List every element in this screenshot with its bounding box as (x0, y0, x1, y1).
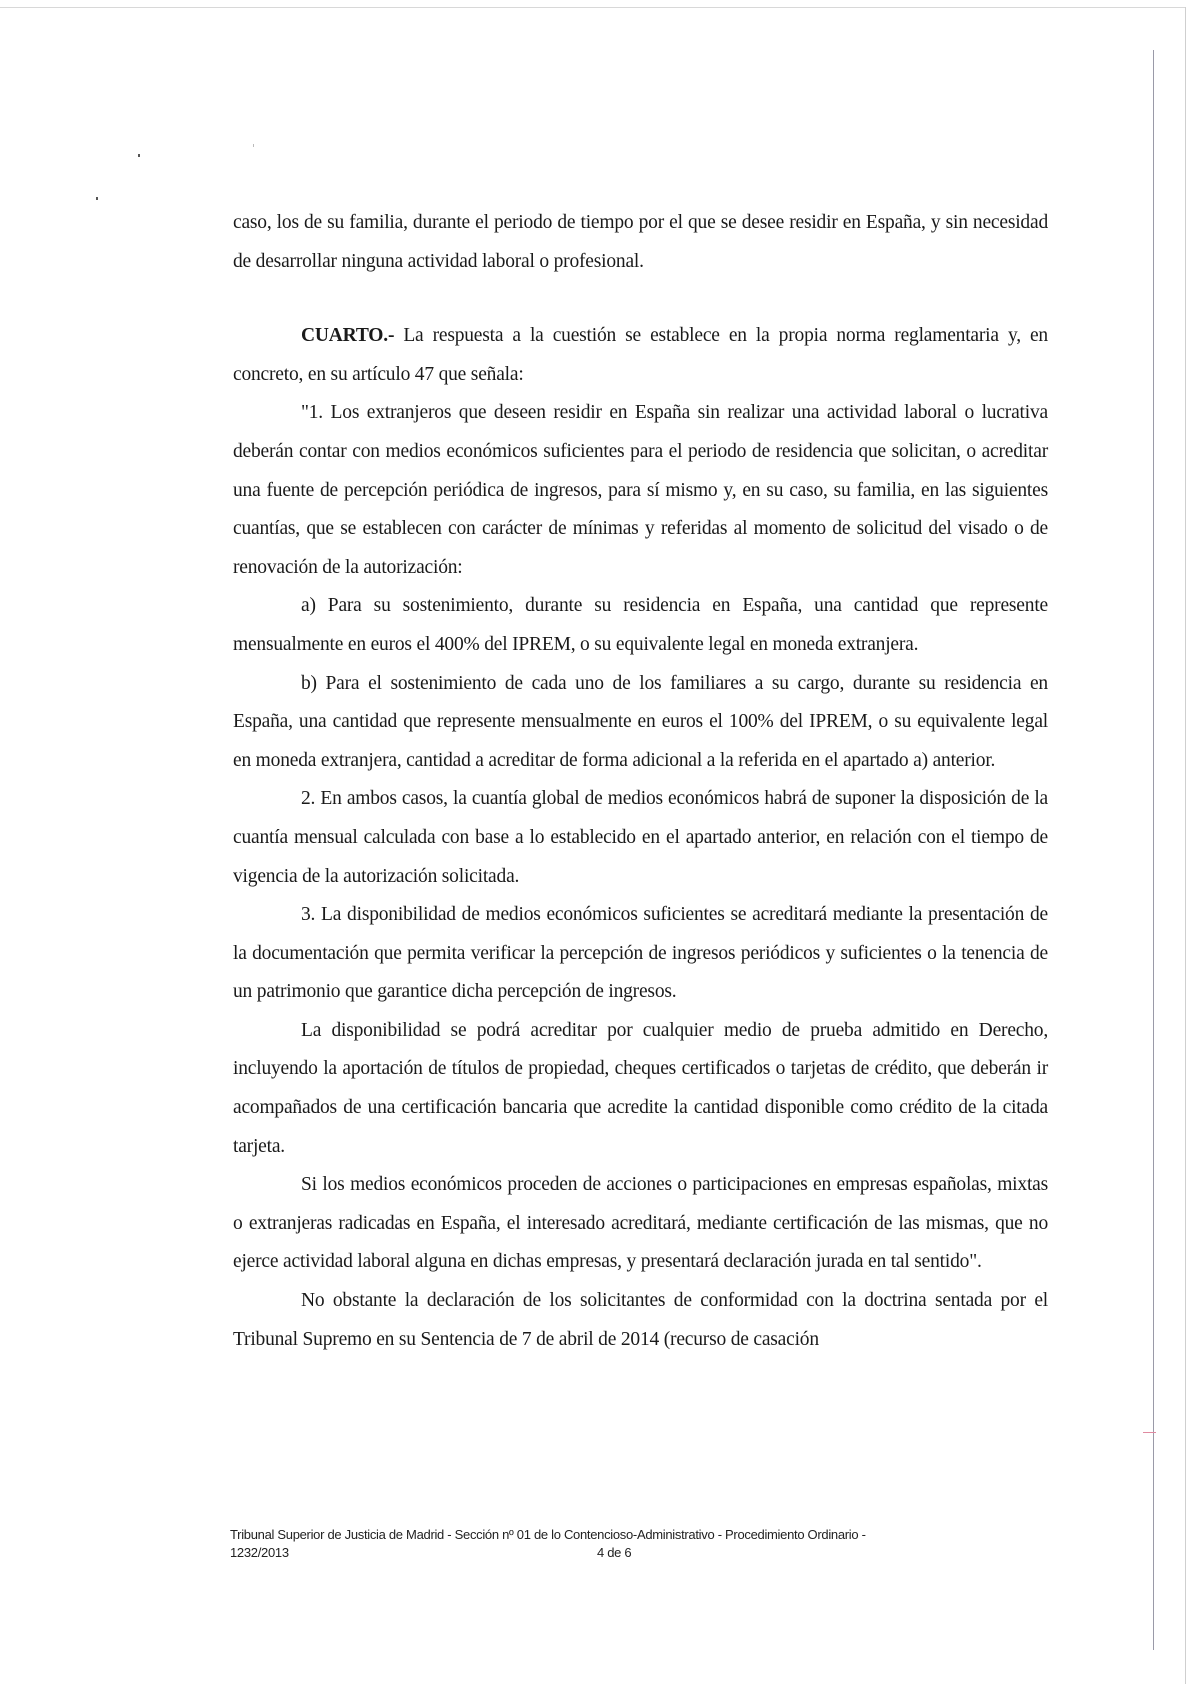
paragraph-point-3: 3. La disponibilidad de medios económicos suficientes se acreditará mediante la presentación de la documentación que permita verificar la percepción de ingresos periódicos y suficientes o la tenencia de un patrimonio que garantice dicha percepción de ingresos. (233, 904, 1048, 1003)
paragraph-cuarto (233, 317, 1048, 394)
footer-case-number: 1232/2013 (230, 1545, 289, 1560)
paragraph-article-47-point-1: "1. Los extranjeros que deseen residir en España sin realizar una actividad laboral o lucrativa deberán contar con medios económicos suficientes para el periodo de residencia que solicitan, o acreditar una fuente de percepción periódica de ingresos, para sí mismo y, en su caso, su familia, en las siguientes cuantías, que se establecen con carácter de mínimas y referidas al momento de solicitud del visado o de renovación de la autorización: (233, 402, 1048, 578)
paragraph-disponibilidad: La disponibilidad se podrá acreditar por cualquier medio de prueba admitido en Derecho, incluyendo la aportación de títulos de propiedad, cheques certificados o tarjetas de crédito, que deberán ir acompañados de una certificación bancaria que acredite la cantidad disponible como crédito de la citada tarjeta. (233, 1019, 1048, 1157)
paragraph-point-2: 2. En ambos casos, la cuantía global de medios económicos habrá de suponer la disposición de la cuantía mensual calculada con base a lo establecido en el apartado anterior, en relación con el tiempo de vigencia de la autorización solicitada. (233, 788, 1048, 887)
section-heading-cuarto: CUARTO.- (301, 325, 395, 347)
margin-tick-mark (1143, 1432, 1156, 1433)
paragraph-cuarto-text: La respuesta a la cuestión se establece en la propia norma reglamentaria y, en concreto, en su artículo 47 que señala: (233, 325, 1048, 385)
footer-case-line (230, 1544, 1030, 1562)
page-footer (230, 1526, 1030, 1562)
paragraph-continuation: caso, los de su familia, durante el periodo de tiempo por el que se desee residir en España, y sin necesidad de desarrollar ninguna actividad laboral o profesional. (233, 212, 1048, 272)
page-right-edge (1185, 7, 1186, 1684)
paragraph-item-a: a) Para su sostenimiento, durante su residencia en España, una cantidad que represente mensualmente en euros el 400% del IPREM, o su equivalente legal en moneda extranjera. (233, 595, 1048, 655)
scan-speck (253, 144, 254, 147)
footer-page-number: 4 de 6 (597, 1545, 632, 1560)
page-top-edge (0, 7, 1186, 8)
scan-speck (96, 197, 98, 200)
paragraph-no-obstante: No obstante la declaración de los solicitantes de conformidad con la doctrina sentada por el Tribunal Supremo en su Sentencia de 7 de abril de 2014 (recurso de casación (233, 1290, 1048, 1350)
document-body (233, 204, 1048, 1359)
paragraph-item-b: b) Para el sostenimiento de cada uno de los familiares a su cargo, durante su residencia en España, una cantidad que represente mensualmente en euros el 100% del IPREM, o su equivalente legal en moneda extranjera, cantidad a acreditar de forma adicional a la referida en el apartado a) anterior. (233, 672, 1048, 771)
margin-rule-line (1153, 50, 1154, 1650)
scan-speck (138, 154, 140, 157)
paragraph-acciones: Si los medios económicos proceden de acciones o participaciones en empresas españolas, mixtas o extranjeras radicadas en España, el interesado acreditará, mediante certificación de las mismas, que no ejerce actividad laboral alguna en dichas empresas, y presentará declaración jurada en tal sentido". (233, 1174, 1048, 1273)
footer-court-line: Tribunal Superior de Justicia de Madrid - Sección nº 01 de lo Contencioso-Administrativo - Procedimiento Ordinario - (230, 1527, 866, 1542)
